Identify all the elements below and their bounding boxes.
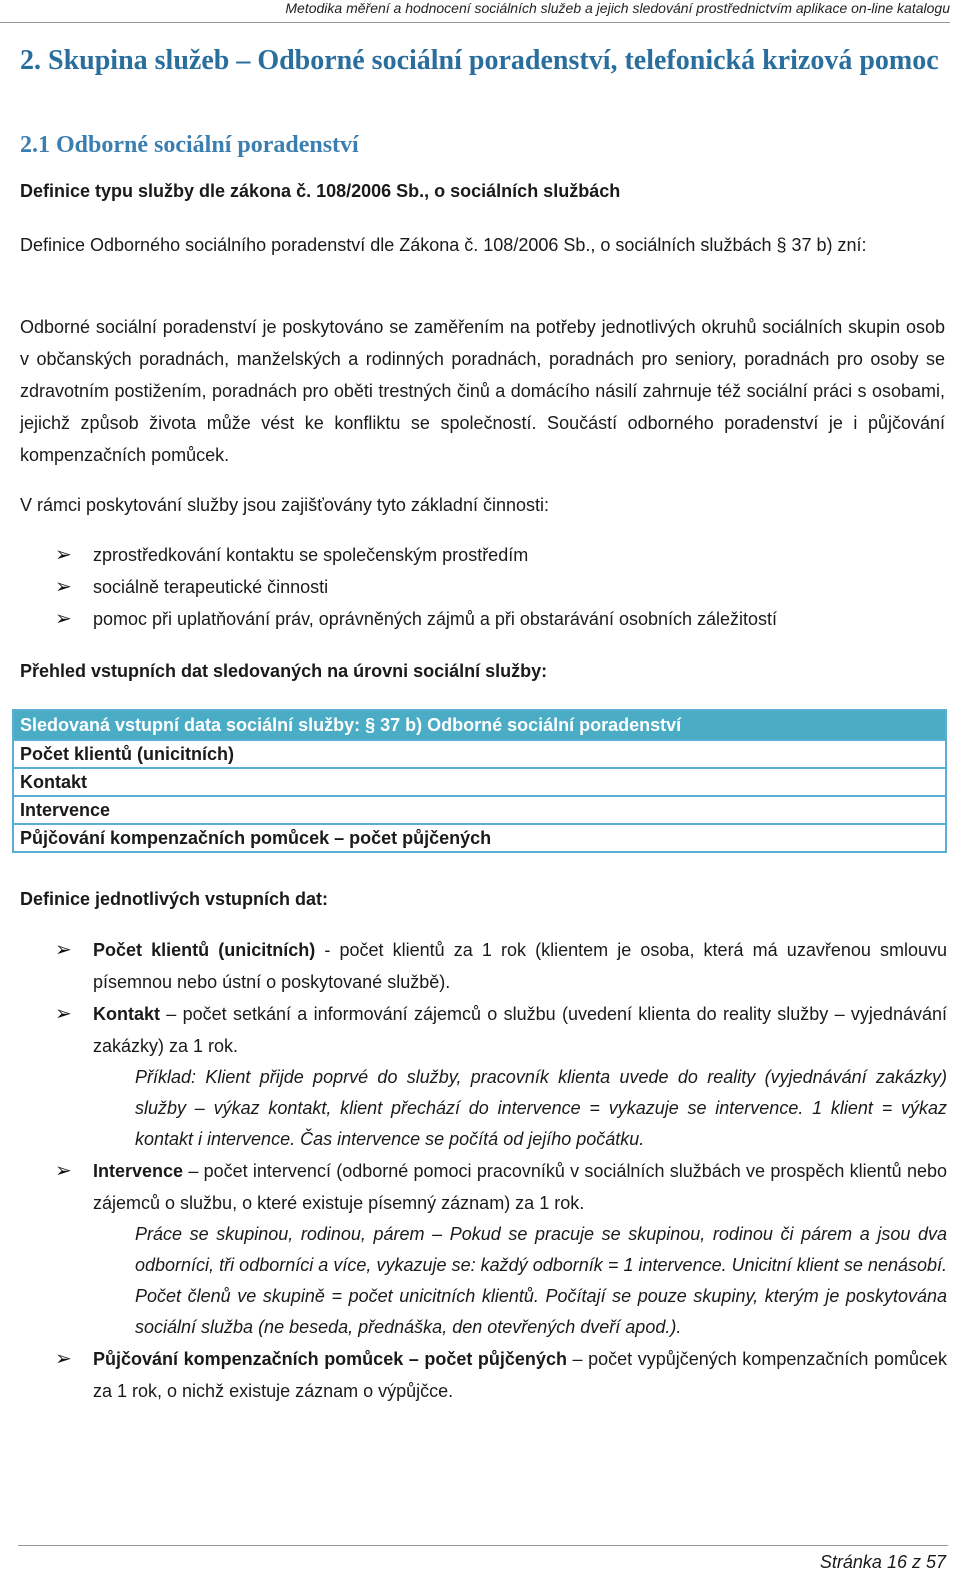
arrow-bullet-icon: ➢ [55,1003,72,1025]
definition-example: Příklad: Klient přijde poprvé do služby, pracovník klienta uvede do reality (vyjednávání zakázky) služby – výkaz kontakt, klient přechází do intervence = vykazuje se intervence. 1 klient = výkaz kontakt i intervence. Čas intervence se počítá od jejího počátku. [135,1067,947,1149]
table-cell: Půjčování kompenzačních pomůcek – počet půjčených [13,824,946,852]
definition-item [55,934,947,998]
list-item-text: sociálně terapeutické činnosti [93,577,329,597]
definition-text: Definice Odborného sociálního poradenství dle Zákona č. 108/2006 Sb., o sociálních službách § 37 b) zní: [20,235,867,255]
arrow-bullet-icon: ➢ [55,1348,72,1370]
definition-label: Počet klientů (unicitních) [93,940,316,960]
activities-intro: V rámci poskytování služby jsou zajišťovány tyto základní činnosti: [20,495,549,515]
definition-example: Práce se skupinou, rodinou, párem – Pokud se pracuje se skupinou, rodinou či párem a jsou dva odborníci, tři odborníci a více, vykazuje se: každý odborník = 1 intervence. Unicitní klient se nenásobí. Počet členů ve skupině = počet unicitních klientů. Počítají se pouze skupiny, kterým je poskytována sociální služba (ne beseda, přednáška, den otevřených dveří apod.). [135,1224,947,1337]
definition-item [55,1343,947,1407]
input-data-table [12,709,947,853]
definition-title: Definice typu služby dle zákona č. 108/2006 Sb., o sociálních službách [20,181,621,201]
definition-text: - počet klientů za 1 rok (klientem je osoba, která má uzavřenou smlouvu písemnou nebo ústní o poskytované službě). [93,940,948,992]
list-item [55,539,777,571]
table-cell: Intervence [13,796,946,824]
list-item [55,603,777,635]
definition-text: – počet intervencí (odborné pomoci pracovníků v sociálních službách ve prospěch klientů nebo zájemců o službu, o které existuje písemný záznam) za 1 rok. [93,1161,947,1213]
footer-divider [18,1545,948,1546]
activities-list [55,539,777,635]
definitions-title: Definice jednotlivých vstupních dat: [20,889,329,909]
table-cell: Počet klientů (unicitních) [13,740,946,768]
definition-label: Půjčování kompenzačních pomůcek – počet půjčených [93,1349,567,1369]
definition-text: – počet vypůjčených kompenzačních pomůcek za 1 rok, o nichž existuje záznam o výpůjčce. [93,1349,947,1401]
table-row [13,796,946,824]
arrow-bullet-icon: ➢ [55,1160,72,1182]
definitions-list [55,934,947,1407]
body-paragraph: Odborné sociální poradenství je poskytováno se zaměřením na potřeby jednotlivých okruhů sociálních skupin osob v občanských poradnách, manželských a rodinných poradnách, poradnách pro seniory, poradnách pro osoby se zdravotním postižením, poradnách pro oběti trestných činů a domácího násilí zahrnuje též sociální práci s osobami, jejichž způsob života může vést ke konfliktu se společností. Součástí odborného poradenství je i půjčování kompenzačních pomůcek. [20,317,945,465]
table-header-row [13,710,946,740]
list-item-text: zprostředkování kontaktu se společenským prostředím [93,545,529,565]
arrow-bullet-icon: ➢ [55,576,72,598]
definition-label: Intervence [93,1161,184,1181]
table-row [13,740,946,768]
table-header-cell: Sledovaná vstupní data sociální služby: § 37 b) Odborné sociální poradenství [13,710,946,740]
table-row [13,824,946,852]
page-number: Stránka 16 z 57 [819,1552,946,1572]
definition-item [55,998,947,1155]
definition-item [55,1155,947,1343]
definition-label: Kontakt [93,1004,160,1024]
chapter-heading: 2. Skupina služeb – Odborné sociální poradenství, telefonická krizová pomoc [20,45,939,76]
arrow-bullet-icon: ➢ [55,939,72,961]
overview-title: Přehled vstupních dat sledovaných na úrovni sociální služby: [20,661,548,681]
list-item [55,571,777,603]
definition-text: – počet setkání a informování zájemců o službu (uvedení klienta do reality služby – vyjednávání zakázky) za 1 rok. [93,1004,947,1056]
section-heading: 2.1 Odborné sociální poradenství [20,132,359,158]
arrow-bullet-icon: ➢ [55,544,72,566]
running-header: Metodika měření a hodnocení sociálních služeb a jejich sledování prostřednictvím aplikace on-line katalogu [0,0,950,23]
table-row [13,768,946,796]
list-item-text: pomoc při uplatňování práv, oprávněných zájmů a při obstarávání osobních záležitostí [93,609,778,629]
arrow-bullet-icon: ➢ [55,608,72,630]
table-cell: Kontakt [13,768,946,796]
